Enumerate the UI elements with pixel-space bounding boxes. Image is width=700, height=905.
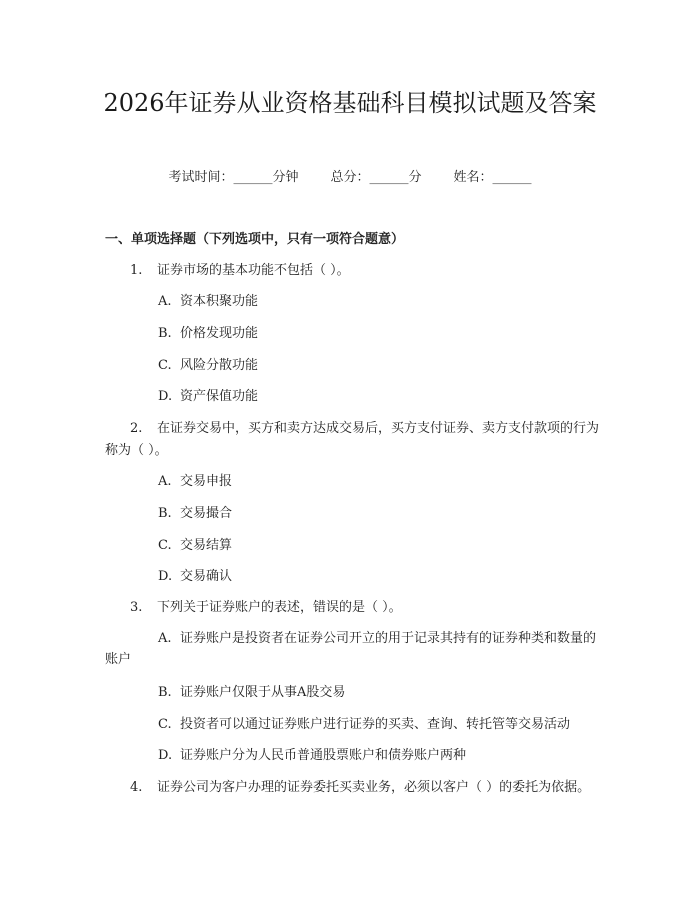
name-field: 姓名：______: [453, 170, 532, 185]
question-number: 3.: [130, 600, 143, 615]
question-3: [105, 598, 600, 617]
option-a: [158, 472, 600, 491]
option-letter: B.: [158, 326, 172, 341]
question-number: 4.: [130, 780, 143, 795]
option-letter: B.: [158, 685, 172, 700]
option-d: [158, 567, 600, 586]
option-text: 证券账户分为人民币普通股票账户和债券账户两种: [180, 748, 467, 763]
option-text: 风险分散功能: [180, 358, 259, 373]
option-b: [158, 683, 600, 702]
option-letter: D.: [158, 569, 173, 584]
total-score-field: 总分：______分: [330, 170, 422, 185]
option-letter: A.: [158, 474, 172, 489]
question-text: 证券公司为客户办理的证券委托买卖业务，必须以客户（ ）的委托为依据。: [157, 780, 591, 795]
option-c: [158, 536, 600, 555]
option-c: [158, 356, 600, 375]
question-number: 2.: [130, 421, 143, 436]
question-4: [105, 777, 600, 799]
option-letter: A.: [158, 294, 172, 309]
option-text: 交易确认: [180, 569, 233, 584]
option-letter: C.: [158, 717, 172, 732]
exam-info-line: [0, 169, 700, 187]
option-text: 交易结算: [180, 538, 233, 553]
option-text: 交易撮合: [180, 506, 233, 521]
option-b: [158, 504, 600, 523]
question-1: [105, 261, 600, 280]
option-c: [158, 715, 600, 734]
question-text: 证券市场的基本功能不包括（ ）。: [157, 263, 350, 278]
option-text: 证券账户仅限于从事A股交易: [180, 685, 346, 700]
page-title: 2026年证券从业资格基础科目模拟试题及答案: [103, 89, 597, 117]
question-text: 下列关于证券账户的表述，错误的是（ ）。: [157, 600, 402, 615]
option-d: [158, 387, 600, 406]
question-text: 在证券交易中，买方和卖方达成交易后，买方支付证券、卖方支付款项的行为称为（ ）。: [105, 421, 600, 458]
option-b: [158, 324, 600, 343]
question-number: 1.: [130, 263, 143, 278]
option-text: 资产保值功能: [180, 389, 259, 404]
exam-time-field: 考试时间：______分钟: [168, 170, 299, 185]
option-letter: C.: [158, 358, 172, 373]
option-letter: D.: [158, 389, 173, 404]
option-a: [158, 292, 600, 311]
option-d: [158, 746, 600, 765]
option-text: 交易申报: [180, 474, 233, 489]
option-text: 投资者可以通过证券账户进行证券的买卖、查询、转托管等交易活动: [180, 717, 571, 732]
option-letter: C.: [158, 538, 172, 553]
option-letter: A.: [158, 631, 172, 646]
question-2: [105, 418, 600, 462]
option-text: 资本积聚功能: [180, 294, 259, 309]
option-letter: D.: [158, 748, 173, 763]
option-text: 价格发现功能: [180, 326, 259, 341]
option-text: 证券账户是投资者在证券公司开立的用于记录其持有的证券种类和数量的账户: [105, 631, 597, 667]
option-a: [105, 628, 600, 670]
option-letter: B.: [158, 506, 172, 521]
section-heading: 一、单项选择题（下列选项中，只有一项符合题意）: [105, 232, 405, 247]
